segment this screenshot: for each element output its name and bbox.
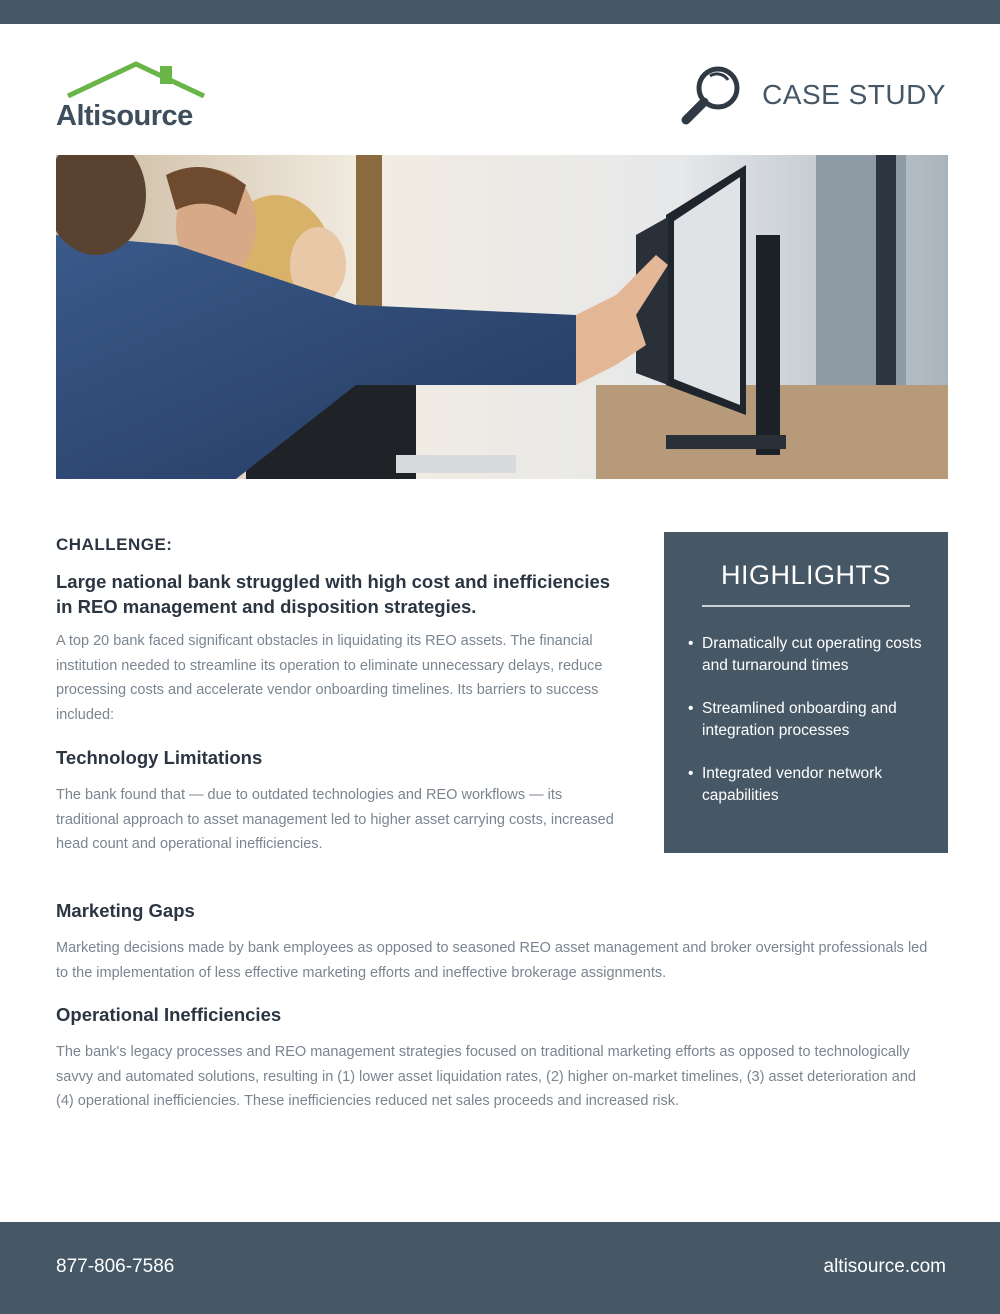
highlight-item: • Dramatically cut operating costs and turnaround times bbox=[688, 633, 928, 676]
case-study-header bbox=[680, 62, 946, 128]
section-body-marketing: Marketing decisions made by bank employees as opposed to seasoned REO asset management and broker oversight professionals led to the implementation of less effective marketing efforts and ineffective brokerage assignments. bbox=[56, 940, 928, 981]
challenge-label: CHALLENGE: bbox=[56, 535, 173, 554]
section-heading-technology: Technology Limitations bbox=[56, 747, 263, 768]
operational-section bbox=[56, 1004, 936, 1114]
highlights-list bbox=[664, 633, 948, 806]
section-body-operational: The bank's legacy processes and REO management strategies focused on traditional marketing efforts as opposed to technologically savvy and automated solutions, resulting in (1) lower asset liquidation rates, (2) higher on-market timelines, (3) asset deterioration and (4) operational inefficiencies. These inefficiencies reduced net sales proceeds and increased risk. bbox=[56, 1044, 916, 1109]
case-study-label: CASE STUDY bbox=[762, 79, 946, 110]
top-bar bbox=[0, 0, 1000, 24]
section-body-technology: The bank found that — due to outdated technologies and REO workflows — its traditional approach to asset management led to higher asset carrying costs, increased head count and operational inefficiencies. bbox=[56, 787, 614, 852]
footer-phone: 877-806-7586 bbox=[56, 1256, 175, 1277]
footer-bar bbox=[0, 1222, 1000, 1314]
highlight-item: • Streamlined onboarding and integration processes bbox=[688, 698, 928, 741]
challenge-section bbox=[56, 535, 626, 857]
highlights-title: HIGHLIGHTS bbox=[720, 560, 892, 590]
challenge-heading: Large national bank struggled with high cost and inefficiencies in REO management and disposition strategies. bbox=[56, 571, 611, 617]
magnifying-glass-icon bbox=[680, 62, 746, 128]
section-heading-marketing: Marketing Gaps bbox=[56, 900, 195, 921]
house-roof-icon bbox=[64, 58, 214, 100]
highlights-divider bbox=[702, 605, 910, 607]
challenge-intro: A top 20 bank faced significant obstacles in liquidating its REO assets. The financial institution needed to streamline its operation to eliminate unnecessary delays, reduce processing costs and accelerate vendor onboarding timelines. Its barriers to success included: bbox=[56, 633, 603, 723]
highlight-item: • Integrated vendor network capabilities bbox=[688, 763, 928, 806]
altisource-logo bbox=[56, 58, 226, 133]
marketing-section bbox=[56, 900, 936, 985]
logo-wordmark: Altisource bbox=[56, 100, 193, 132]
highlights-box bbox=[664, 532, 948, 853]
section-heading-operational: Operational Inefficiencies bbox=[56, 1004, 282, 1025]
footer-website-link[interactable]: altisource.com bbox=[823, 1256, 946, 1277]
hero-photo bbox=[56, 155, 948, 479]
